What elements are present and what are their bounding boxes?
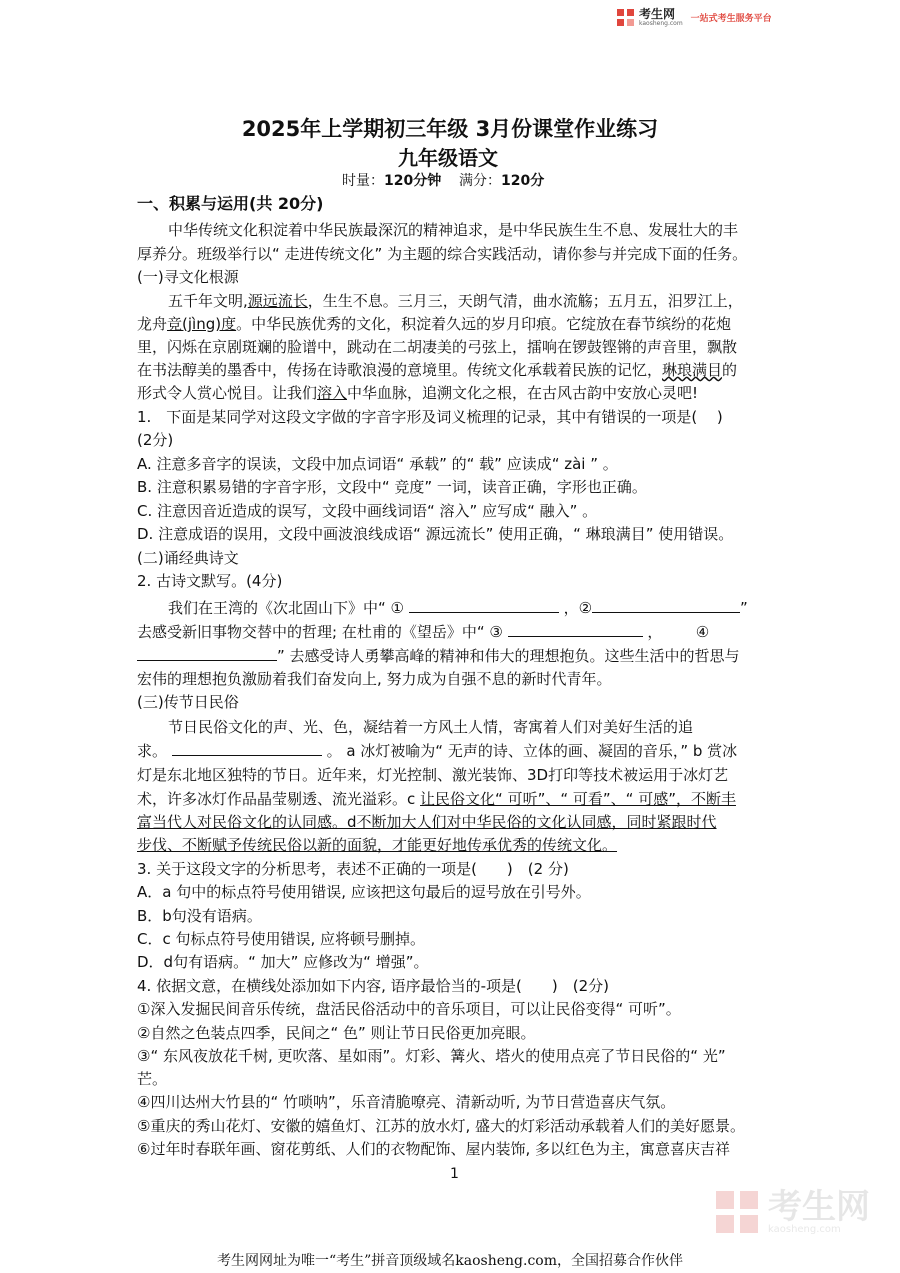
passage-line: 龙舟竞(jìng)度。中华民族优秀的文化，积淀着久远的岁月印痕。它绽放在春节缤纷的花炮 <box>137 315 732 333</box>
score-value: 120分 <box>501 173 545 189</box>
answer-blank-5[interactable] <box>172 741 322 756</box>
part1-title: (一)寻文化根源 <box>137 268 239 286</box>
question-points: (2分) <box>137 431 174 449</box>
passage-line: 在书法醇美的墨香中，传扬在诗歌浪漫的意境里。传统文化承载着民族的记忆，琳琅满目的 <box>137 361 738 379</box>
poem-fill-line: ” 去感受诗人勇攀高峰的精神和伟大的理想抱负。这些生活中的哲思与 <box>137 645 767 667</box>
list-item: ④四川达州大竹县的“ 竹唢呐”，乐音清脆嘹亮、清新动听, 为节日营造喜庆气氛。 <box>137 1093 676 1111</box>
exam-meta <box>342 170 544 190</box>
question-stem: 2. 古诗文默写。(4分) <box>137 572 283 590</box>
watermark-logo-icon <box>716 1191 760 1235</box>
list-item: ③“ 东风夜放花千树, 更吹落、星如雨”。灯彩、篝火、塔火的使用点亮了节日民俗的“ 光” <box>137 1047 726 1065</box>
part2-title: (二)诵经典诗文 <box>137 549 239 567</box>
option-c: C．c 句标点符号使用错误, 应将顿号删掉。 <box>137 930 426 948</box>
underlined-phrase: 竞(jìng)度 <box>167 315 237 333</box>
passage-line: 五千年文明,源远流长，生生不息。三月三，天朗气清，曲水流觞；五月五，汨罗江上， <box>168 292 743 310</box>
option-a: A. 注意多音字的误读，文段中加点词语“ 承载” 的“ 载” 应读成“ zài ” 。 <box>137 455 618 473</box>
page-title: 2025年上学期初三年级 3月份课堂作业练习 <box>241 117 659 141</box>
watermark <box>716 1187 870 1235</box>
page-number: 1 <box>450 1166 459 1182</box>
time-value: 120分钟 <box>384 173 442 189</box>
poem-fill-line: 我们在王湾的《次北固山下》中“ ① ，② ” <box>168 599 748 617</box>
option-b: B．b句没有语病。 <box>137 907 262 925</box>
option-d: D．d句有语病。“ 加大” 应修改为“ 增强”。 <box>137 953 429 971</box>
score-label: 满分： <box>459 173 502 189</box>
site-logo[interactable] <box>617 8 772 27</box>
question-stem: 1. 下面是某同学对这段文字做的字音字形及词义梳理的记录，其中有错误的一项是( ) <box>137 408 723 426</box>
page-footer: 考生网网址为唯一“考生”拼音顶级域名kaosheng.com，全国招募合作伙伴 <box>216 1253 684 1269</box>
passage-line: 步伐、不断赋予传统民俗以新的面貌，才能更好地传承优秀的传统文化。 <box>137 836 618 854</box>
passage-line: 形式令人赏心悦目。让我们溶入中华血脉，追溯文化之根，在古风古韵中安放心灵吧! <box>137 384 699 402</box>
time-label: 时量： <box>342 173 384 189</box>
passage-line: 节日民俗文化的声、光、色，凝结着一方风土人情，寄寓着人们对美好生活的追 <box>168 718 694 736</box>
question-stem: 4. 依据文意，在横线处添加如下内容, 语序最恰当的-项是( ) (2分) <box>137 977 609 995</box>
part3-title: (三)传节日民俗 <box>137 693 239 711</box>
option-c: C. 注意因音近造成的误写，文段中画线词语“ 溶入” 应写成“ 融入” 。 <box>137 502 598 520</box>
watermark-name: 考生网 <box>768 1187 870 1227</box>
underlined-phrase: 源远流长 <box>247 292 308 310</box>
option-d: D. 注意成语的误用，文段中画波浪线成语“ 源远流长” 使用正确，“ 琳琅满目” 使用错误。 <box>137 525 734 543</box>
list-item: ②自然之色装点四季，民间之“ 色” 则让节日民俗更加亮眼。 <box>137 1024 536 1042</box>
kaosheng-logo-icon <box>617 9 635 27</box>
passage-line: 求。 。 a 冰灯被喻为“ 无声的诗、立体的画、凝固的音乐，” b 赏冰 <box>137 742 738 760</box>
list-item: ⑥过年时春联年画、窗花剪纸、人们的衣物配饰、屋内装饰, 多以红色为主，寓意喜庆吉祥 <box>137 1140 730 1158</box>
list-item: ⑤重庆的秀山花灯、安徽的嬉鱼灯、江苏的放水灯, 盛大的灯彩活动承载着人们的美好愿景。 <box>137 1117 745 1135</box>
logo-domain: kaosheng.com <box>639 20 683 27</box>
poem-fill-line: 去感受新旧事物交替中的哲理; 在杜甫的《望岳》中“ ③ ， ④ <box>137 623 710 641</box>
section-heading: 一、积累与运用(共 20分) <box>137 194 324 213</box>
question-stem: 3. 关于这段文字的分析思考，表述不正确的一项是( ) (2 分) <box>137 860 569 878</box>
passage-line: 灯是东北地区独特的节日。近年来，灯光控制、激光装饰、3D打印等技术被运用于冰灯艺 <box>137 766 729 784</box>
answer-blank-4[interactable] <box>137 646 277 661</box>
passage-line: 富当代人对民俗文化的认同感。d不断加大人们对中华民俗的文化认同感，同时紧跟时代 <box>137 813 717 831</box>
answer-blank-2[interactable] <box>592 598 740 613</box>
passage-line: 术，许多冰灯作品晶莹剔透、流光溢彩。c 让民俗文化“ 可听”、“ 可看”、“ 可感”，不断丰 <box>137 790 736 808</box>
underlined-phrase: 溶入 <box>317 384 348 402</box>
intro-line: 中华传统文化积淀着中华民族最深沉的精神追求，是中华民族生生不息、发展壮大的丰 <box>168 221 739 239</box>
answer-blank-1[interactable] <box>409 598 559 613</box>
list-item: 芒。 <box>137 1070 168 1088</box>
intro-line: 厚养分。班级举行以“ 走进传统文化” 为主题的综合实践活动，请你参与并完成下面的任务。 <box>137 245 748 263</box>
poem-fill-line: 宏伟的理想抱负激励着我们奋发向上, 努力成为自强不息的新时代青年。 <box>137 670 612 688</box>
logo-slogan: 一站式考生服务平台 <box>690 14 772 24</box>
answer-blank-3[interactable] <box>508 622 643 637</box>
logo-name: 考生网 <box>639 7 676 21</box>
list-item: ①深入发掘民间音乐传统，盘活民俗活动中的音乐项目，可以让民俗变得“ 可听”。 <box>137 1000 681 1018</box>
wavy-underlined-phrase: 琳琅满目 <box>662 361 723 379</box>
page-subtitle: 九年级语文 <box>398 146 498 170</box>
watermark-domain: kaosheng.com <box>768 1224 841 1235</box>
passage-line: 里，闪烁在京剧斑斓的脸谱中，跳动在二胡凄美的弓弦上，擂响在锣鼓铿锵的声音里，飘散 <box>137 338 738 356</box>
option-b: B. 注意积累易错的字音字形，文段中“ 竞度” 一词，读音正确，字形也正确。 <box>137 478 647 496</box>
underlined-sentence: 让民俗文化“ 可听”、“ 可看”、“ 可感”，不断丰 <box>420 790 736 808</box>
option-a: A．a 句中的标点符号使用错误, 应该把这句最后的逗号放在引号外。 <box>137 883 591 901</box>
